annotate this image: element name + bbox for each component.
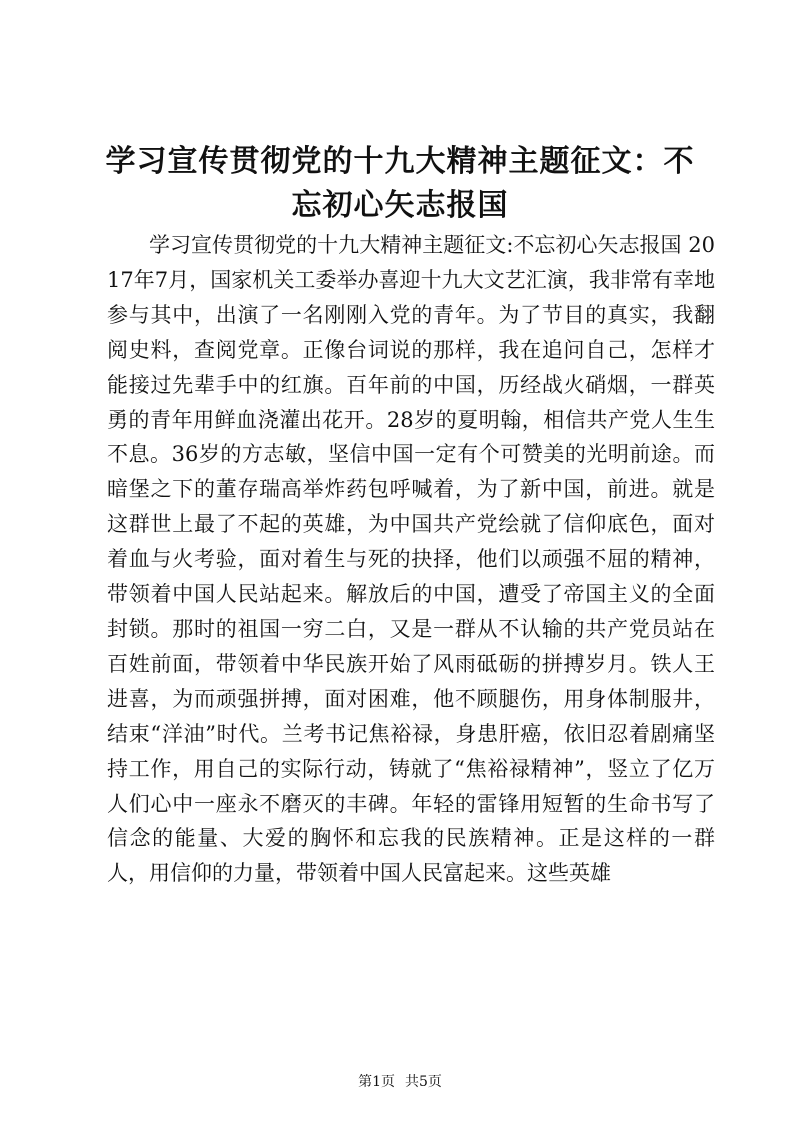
page-footer (0, 1073, 800, 1091)
page-number: 第1页 (358, 1074, 395, 1090)
page-title: 学习宣传贯彻党的十九大精神主题征文：不忘初心矢志报国 (105, 144, 695, 223)
body-paragraph: 学习宣传贯彻党的十九大精神主题征文:不忘初心矢志报国 2017年7月，国家机关工委举办喜迎十九大文艺汇演，我非常有幸地参与其中，出演了一名刚刚入党的青年。为了节目的真实，我翻阅史料，查阅党章。正像台词说的那样，我在追问自己，怎样才能接过先辈手中的红旗。百年前的中国，历经战火硝烟，一群英勇的青年用鲜血浇灌出花开。28岁的夏明翰，相信共产党人生生不息。36岁的方志敏，坚信中国一定有个可赞美的光明前途。而暗堡之下的董存瑞高举炸药包呼喊着，为了新中国，前进。就是这群世上最了不起的英雄，为中国共产党绘就了信仰底色，面对着血与火考验，面对着生与死的抉择，他们以顽强不屈的精神，带领着中国人民站起来。解放后的中国，遭受了帝国主义的全面封锁。那时的祖国一穷二白，又是一群从不认输的共产党员站在百姓前面，带领着中华民族开始了风雨砥砺的拼搏岁月。铁人王进喜，为而顽强拼搏，面对困难，他不顾腿伤，用身体制服井，结束“洋油”时代。兰考书记焦裕禄，身患肝癌，依旧忍着剧痛坚持工作，用自己的实际行动，铸就了“焦裕禄精神”，竖立了亿万人们心中一座永不磨灭的丰碑。年轻的雷锋用短暂的生命书写了信念的能量、大爱的胸怀和忘我的民族精神。正是这样的一群人，用信仰的力量，带领着中国人民富起来。这些英雄 (107, 233, 715, 886)
page-total: 共5页 (405, 1074, 442, 1090)
